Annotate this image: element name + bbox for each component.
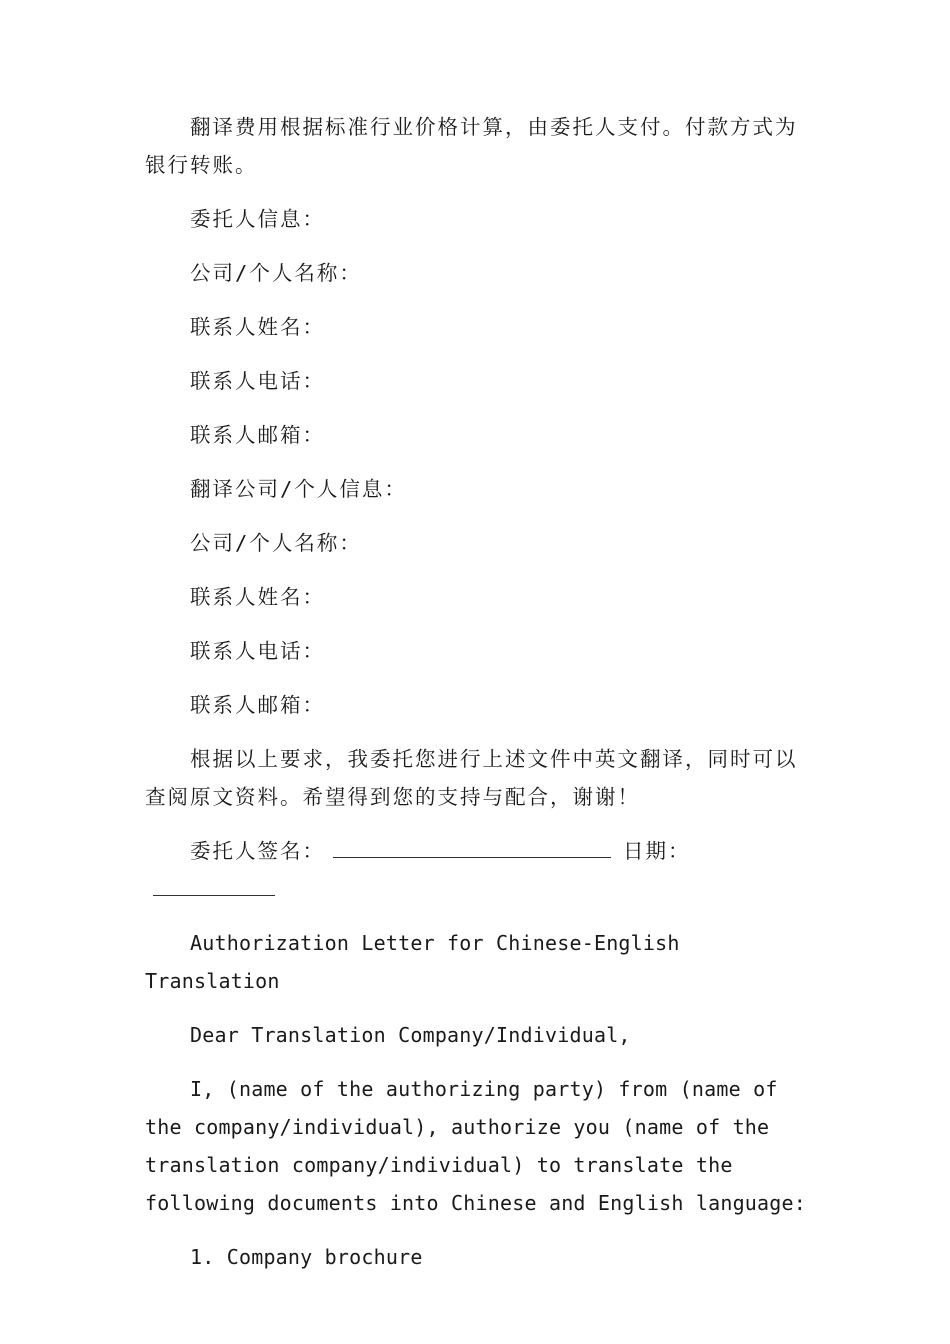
english-body-paragraph: I, (name of the authorizing party) from (name of the company/individual), authorize you (name of the translation company/individual) to translate the following documents into Chinese and English language: xyxy=(145,1077,807,1215)
english-list-item: 1. Company brochure xyxy=(190,1245,423,1269)
signer-label: 委托人签名： xyxy=(190,839,325,863)
payment-terms-paragraph: 翻译费用根据标准行业价格计算，由委托人支付。付款方式为银行转账。 xyxy=(145,115,798,177)
client-contact-name-field: 联系人姓名： xyxy=(190,315,325,339)
client-info-heading: 委托人信息： xyxy=(190,207,325,231)
document-page xyxy=(145,108,810,1292)
english-salutation: Dear Translation Company/Individual, xyxy=(190,1023,631,1047)
client-contact-phone-field: 联系人电话： xyxy=(190,369,325,393)
translator-info-heading: 翻译公司/个人信息： xyxy=(190,477,407,501)
client-contact-email-field: 联系人邮箱： xyxy=(190,423,325,447)
translator-contact-name-field: 联系人姓名： xyxy=(190,585,325,609)
date-blank-line xyxy=(153,871,275,896)
closing-request-paragraph: 根据以上要求，我委托您进行上述文件中英文翻译，同时可以查阅原文资料。希望得到您的支持与配合，谢谢！ xyxy=(145,747,798,809)
signature-row xyxy=(145,832,810,908)
english-title: Authorization Letter for Chinese-English Translation xyxy=(145,931,680,993)
translator-contact-email-field: 联系人邮箱： xyxy=(190,693,325,717)
client-name-field: 公司/个人名称： xyxy=(190,261,362,285)
date-label: 日期： xyxy=(623,839,691,863)
signature-blank-line xyxy=(333,833,611,858)
translator-contact-phone-field: 联系人电话： xyxy=(190,639,325,663)
translator-name-field: 公司/个人名称： xyxy=(190,531,362,555)
